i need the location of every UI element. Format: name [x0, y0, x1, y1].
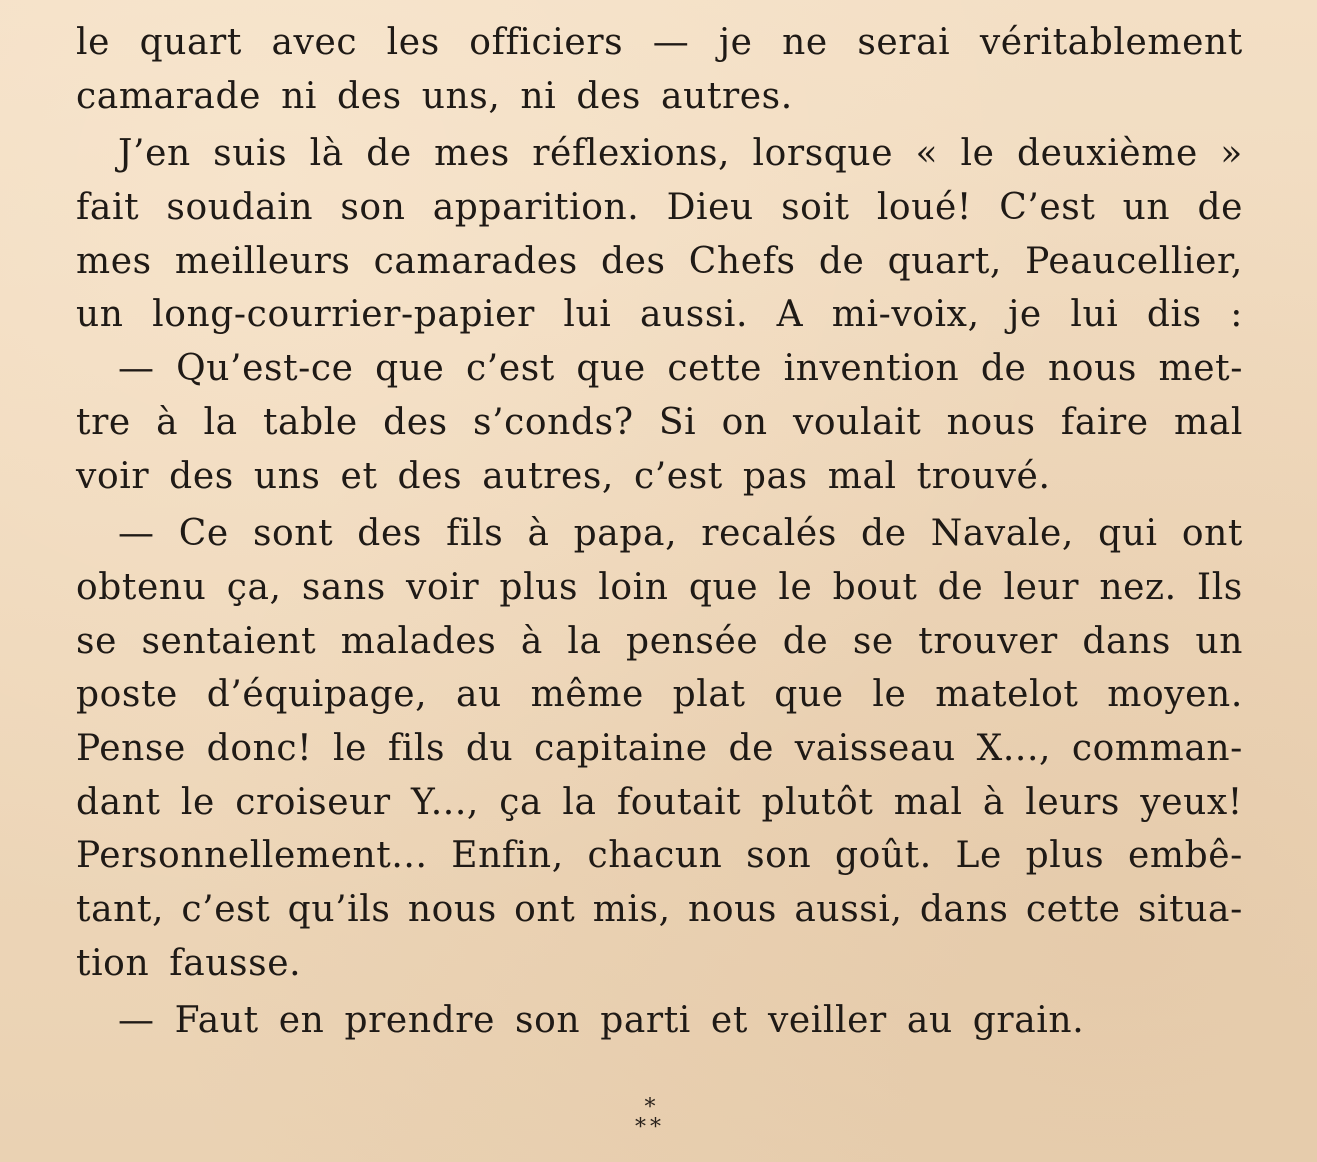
word: je: [718, 22, 753, 63]
word: voir: [406, 566, 480, 608]
word: loin: [598, 566, 669, 608]
word: véritablement: [979, 22, 1243, 63]
word: apparition.: [432, 187, 640, 229]
line-text: [76, 235, 1243, 289]
word: matelot: [935, 674, 1079, 716]
word: embê-: [1127, 835, 1243, 877]
word: suis: [213, 133, 288, 175]
word: donc!: [206, 727, 313, 769]
word: Chefs: [688, 240, 796, 282]
text-line: [76, 450, 1243, 504]
word: nous: [407, 889, 497, 930]
word: officiers: [469, 22, 624, 63]
word: ont: [1181, 513, 1243, 555]
line-text: tion fausse.: [76, 942, 302, 984]
section-separator-asterism: [625, 1095, 675, 1140]
word: tant,: [76, 889, 165, 930]
text-line: [76, 883, 1243, 937]
word: à: [982, 781, 1005, 823]
word: ça,: [226, 566, 282, 608]
word: plus: [1025, 835, 1105, 877]
text-line: [76, 561, 1243, 615]
line-text: [76, 396, 1243, 450]
word: A: [776, 294, 804, 336]
line-text: [118, 507, 1243, 561]
text-line: [76, 668, 1243, 722]
word: —: [118, 348, 155, 390]
word: le: [333, 727, 368, 769]
word: Peaucellier,: [1025, 240, 1243, 282]
word: situa-: [1137, 889, 1243, 930]
word: que: [375, 348, 445, 390]
word: on: [721, 401, 768, 443]
word: se: [76, 620, 117, 662]
word: fils: [387, 727, 446, 769]
word: sont: [252, 513, 334, 555]
word: de: [1197, 187, 1243, 229]
text-line: [76, 396, 1243, 450]
word: dis: [1146, 294, 1202, 336]
word: un: [76, 294, 124, 336]
text-line: [76, 16, 1243, 70]
text-line: [76, 235, 1243, 289]
asterism-bottom: **: [635, 1115, 665, 1140]
word: la: [203, 401, 238, 443]
word: d’équipage,: [206, 674, 428, 716]
text-line: [76, 937, 1243, 991]
text-line: [76, 507, 1243, 561]
word: Enfin,: [451, 835, 564, 877]
word: bout: [832, 566, 918, 608]
word: un: [1122, 187, 1171, 229]
word: la: [562, 781, 597, 823]
line-text: [76, 561, 1243, 615]
word: à: [156, 401, 179, 443]
word: qui: [1098, 513, 1158, 555]
word: voulait: [792, 401, 922, 443]
word: meilleurs: [174, 240, 351, 282]
word: vaisseau: [794, 727, 956, 769]
text-line: [76, 615, 1243, 669]
word: «: [915, 133, 939, 175]
word: X...,: [976, 727, 1052, 769]
text-block: [76, 16, 1243, 1048]
line-text: [118, 342, 1243, 396]
word: deuxième: [1016, 133, 1198, 175]
word: mal: [893, 781, 963, 823]
word: de: [366, 133, 412, 175]
word: Navale,: [930, 513, 1074, 555]
word: le: [180, 781, 215, 823]
line-text: [76, 829, 1243, 883]
word: nous: [688, 889, 777, 930]
word: loué!: [876, 187, 972, 229]
word: foutait: [616, 781, 742, 823]
line-text: [118, 127, 1243, 181]
word: réflexions,: [532, 133, 731, 175]
word: je: [1008, 294, 1042, 336]
word: nez.: [1099, 566, 1177, 608]
word: comman-: [1071, 727, 1243, 769]
word: soit: [781, 187, 850, 229]
word: de: [980, 348, 1027, 390]
word: tre: [76, 401, 131, 443]
word: long-courrier-papier: [152, 294, 535, 336]
line-text: [76, 288, 1243, 342]
word: le: [778, 566, 813, 608]
word: son: [746, 835, 812, 877]
line-text: [76, 16, 1243, 70]
word: de: [818, 240, 865, 282]
word: plat: [672, 674, 746, 716]
word: soudain: [166, 187, 314, 229]
line-text: [76, 883, 1243, 937]
word: un: [1195, 620, 1243, 662]
word: c’est: [181, 889, 271, 930]
word: papa,: [573, 513, 678, 555]
word: met-: [1158, 348, 1243, 390]
word: de: [937, 566, 984, 608]
word: quart: [139, 22, 242, 63]
word: ont: [514, 889, 576, 930]
word: croiseur: [235, 781, 391, 823]
word: goût.: [834, 835, 932, 877]
word: malades: [340, 620, 497, 662]
word: —: [652, 22, 690, 63]
line-text: [76, 615, 1243, 669]
word: aussi.: [639, 294, 749, 336]
word: de: [861, 513, 907, 555]
word: chacun: [587, 835, 723, 877]
text-line: [76, 994, 1243, 1048]
line-text: camarade ni des uns, ni des autres.: [76, 75, 793, 117]
word: Ils: [1196, 566, 1243, 608]
line-text: voir des uns et des autres, c’est pas mal trouvé.: [76, 455, 1051, 497]
word: pensée: [626, 620, 759, 662]
word: moyen.: [1107, 674, 1243, 716]
word: plutôt: [761, 781, 874, 823]
word: leur: [1003, 566, 1080, 608]
word: dans: [919, 889, 1009, 930]
word: cette: [1025, 889, 1121, 930]
word: au: [455, 674, 502, 716]
word: trouver: [918, 620, 1058, 662]
word: là: [309, 133, 344, 175]
word: les: [386, 22, 440, 63]
word: son: [340, 187, 406, 229]
word: avec: [271, 22, 358, 63]
word: que: [774, 674, 844, 716]
text-line: [76, 70, 1243, 124]
word: se: [852, 620, 894, 662]
line-text: [76, 668, 1243, 722]
word: que: [576, 348, 646, 390]
word: fils: [446, 513, 504, 555]
word: de: [728, 727, 774, 769]
word: Qu’est-ce: [176, 348, 354, 390]
word: fait: [76, 187, 140, 229]
word: Pense: [76, 727, 186, 769]
word: yeux!: [1140, 781, 1243, 823]
line-text: — Faut en prendre son parti et veiller au grain.: [118, 1000, 1085, 1042]
word: dant: [76, 781, 161, 823]
word: des: [383, 401, 448, 443]
text-line: [76, 776, 1243, 830]
word: lui: [563, 294, 612, 336]
word: mi-voix,: [831, 294, 980, 336]
word: le: [76, 22, 111, 63]
line-text: [76, 181, 1243, 235]
word: cette: [667, 348, 763, 390]
word: C’est: [999, 187, 1096, 229]
word: faire: [1060, 401, 1149, 443]
word: de: [782, 620, 829, 662]
word: sans: [301, 566, 386, 608]
word: Y...,: [411, 781, 479, 823]
word: mes: [76, 240, 152, 282]
text-line: [76, 288, 1243, 342]
word: nous: [946, 401, 1036, 443]
word: ne: [782, 22, 828, 63]
word: invention: [783, 348, 960, 390]
word: J’en: [118, 133, 191, 175]
word: Dieu: [666, 187, 754, 229]
word: aussi,: [794, 889, 903, 930]
line-text: [76, 722, 1243, 776]
word: la: [567, 620, 602, 662]
word: Personnellement...: [76, 835, 428, 877]
line-text: [76, 776, 1243, 830]
word: quart,: [887, 240, 1002, 282]
word: mal: [1174, 401, 1243, 443]
word: Ce: [178, 513, 229, 555]
word: le: [960, 133, 995, 175]
word: poste: [76, 674, 178, 716]
word: même: [530, 674, 644, 716]
word: s’conds?: [473, 401, 634, 443]
word: lui: [1070, 294, 1119, 336]
word: table: [262, 401, 358, 443]
word: des: [600, 240, 666, 282]
word: Si: [658, 401, 697, 443]
word: :: [1230, 294, 1243, 336]
word: des: [357, 513, 422, 555]
text-line: [76, 181, 1243, 235]
word: mis,: [592, 889, 671, 930]
word: le: [872, 674, 907, 716]
text-line: [76, 342, 1243, 396]
word: dans: [1082, 620, 1171, 662]
word: nous: [1048, 348, 1137, 390]
word: »: [1220, 133, 1243, 175]
word: qu’ils: [287, 889, 391, 930]
word: lorsque: [752, 133, 894, 175]
word: capitaine: [534, 727, 708, 769]
word: ça: [499, 781, 543, 823]
text-line: [76, 127, 1243, 181]
word: serai: [857, 22, 951, 63]
word: c’est: [466, 348, 555, 390]
word: à: [527, 513, 550, 555]
word: camarades: [373, 240, 578, 282]
word: sentaient: [141, 620, 317, 662]
word: plus: [499, 566, 579, 608]
word: que: [688, 566, 759, 608]
asterism-top: *: [644, 1095, 656, 1120]
word: leurs: [1025, 781, 1120, 823]
word: obtenu: [76, 566, 207, 608]
word: du: [465, 727, 514, 769]
word: —: [118, 513, 155, 555]
word: Le: [955, 835, 1002, 877]
text-line: [76, 722, 1243, 776]
text-line: [76, 829, 1243, 883]
word: à: [520, 620, 543, 662]
word: mes: [434, 133, 510, 175]
word: recalés: [701, 513, 837, 555]
